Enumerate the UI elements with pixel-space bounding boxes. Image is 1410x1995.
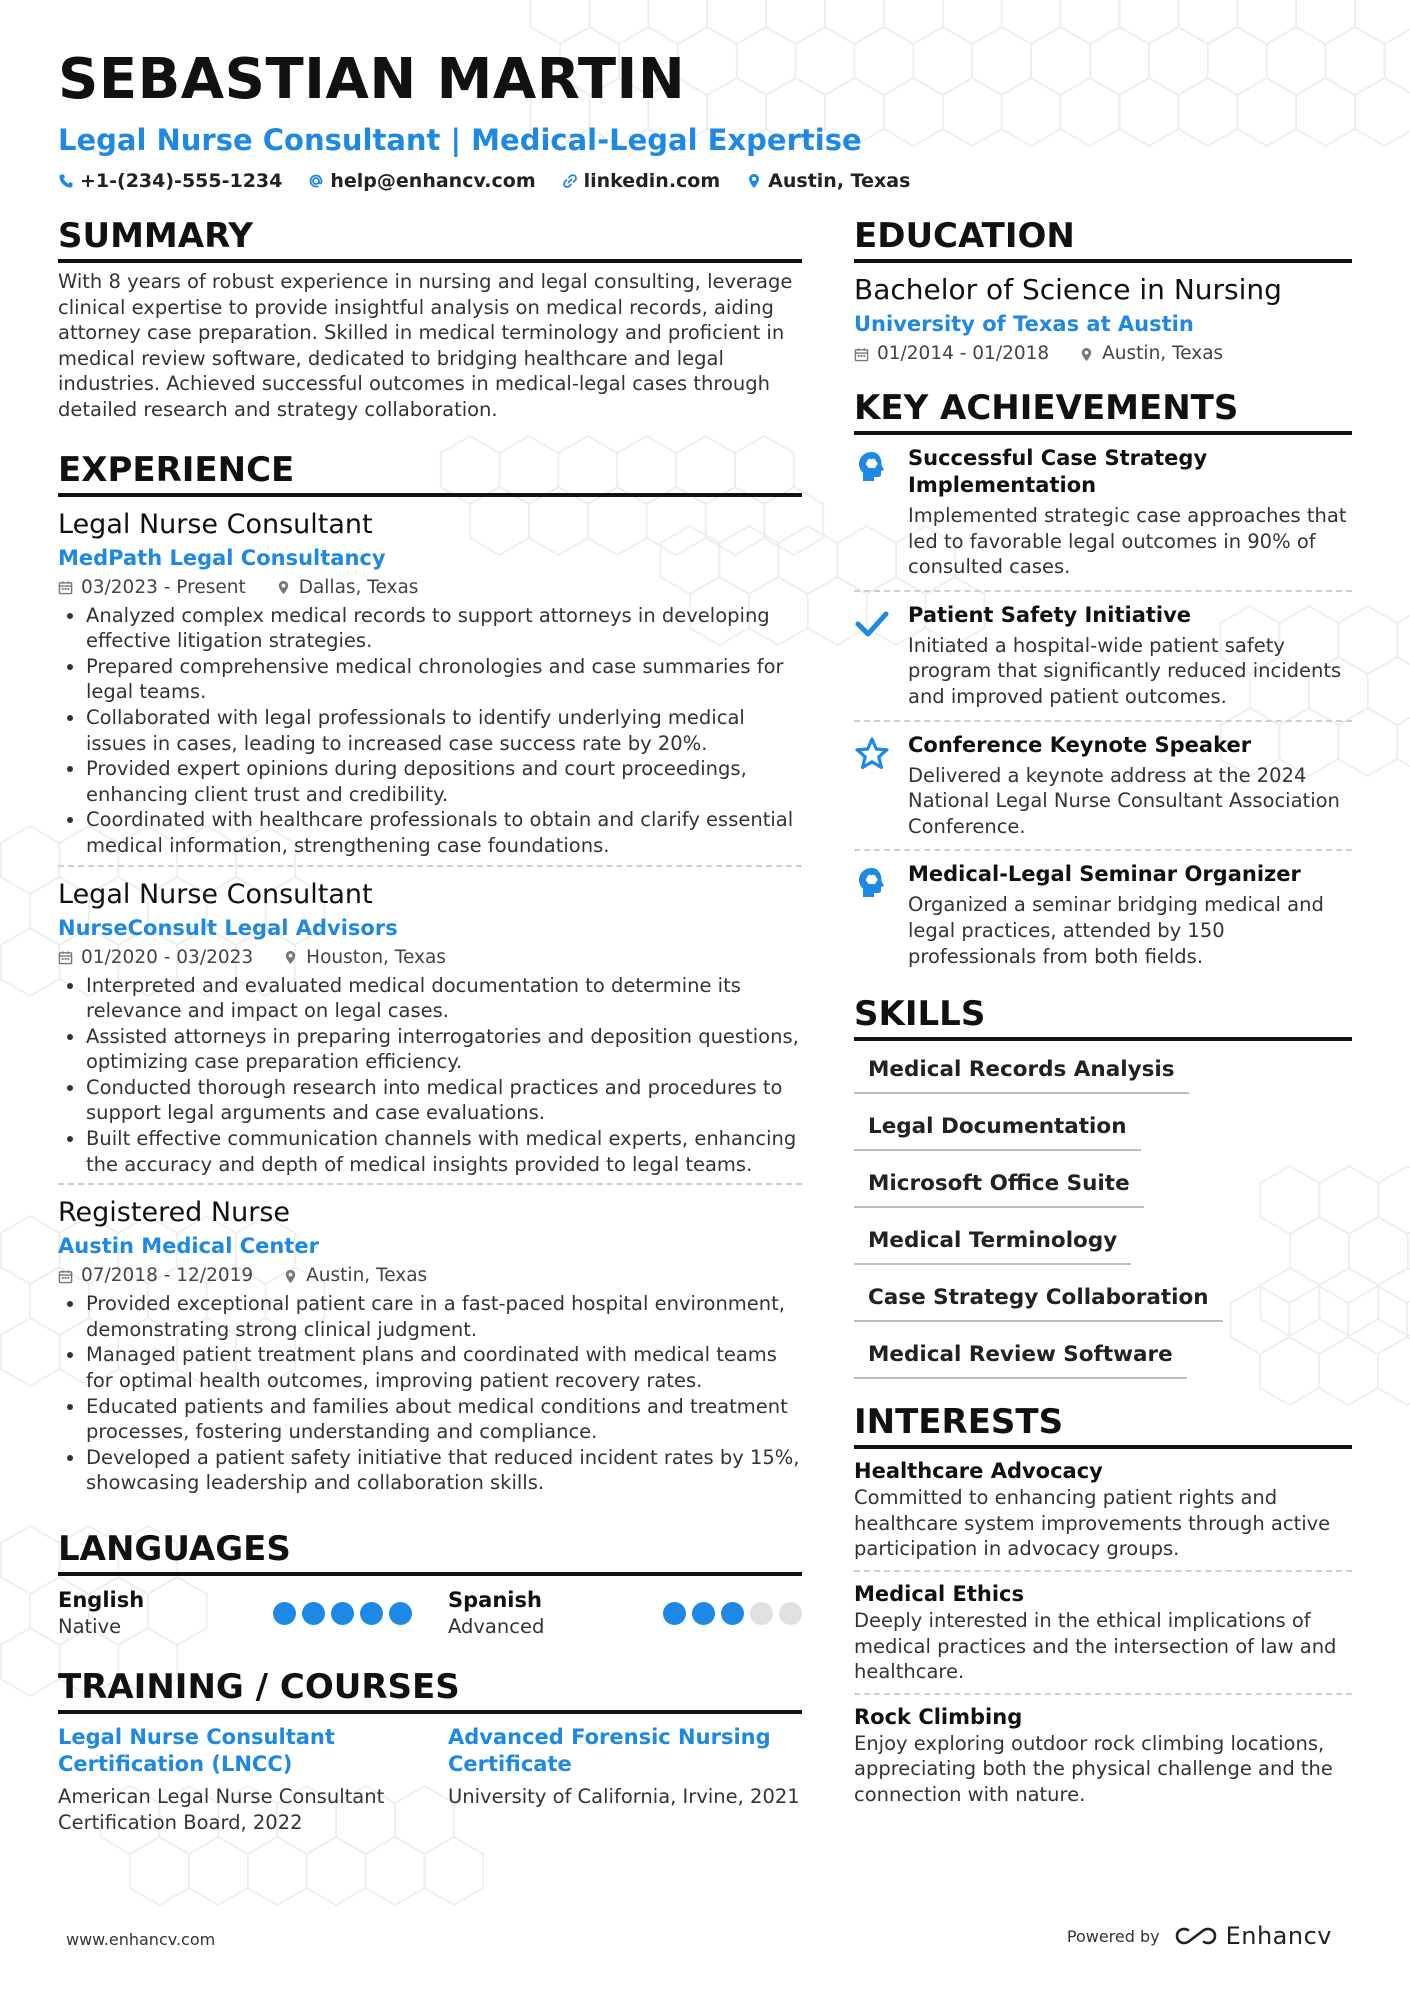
job-bullets	[58, 603, 802, 859]
contact-linkedin[interactable]	[562, 170, 721, 192]
job-location: Houston, Texas	[306, 946, 446, 968]
company-name[interactable]: Austin Medical Center	[58, 1234, 319, 1259]
interests-section	[854, 1401, 1352, 1815]
company-name[interactable]: NurseConsult Legal Advisors	[58, 915, 398, 940]
right-column	[854, 215, 1352, 1815]
experience-heading: EXPERIENCE	[58, 449, 802, 497]
course-item	[58, 1724, 412, 1835]
education-meta	[854, 339, 1352, 369]
job-bullet: • Built effective communication channels with medical experts, enhancing the accuracy and depth of medical insights provided to legal teams.	[86, 1126, 802, 1177]
rating-dot-filled	[721, 1602, 744, 1625]
location-icon	[746, 173, 762, 189]
language-rating	[273, 1602, 412, 1625]
skills-heading: SKILLS	[854, 993, 1352, 1041]
course-title[interactable]: Advanced Forensic Nursing Certificate	[448, 1725, 771, 1776]
skills-section	[854, 993, 1352, 1379]
job-dates: 07/2018 - 12/2019	[81, 1265, 254, 1287]
location-icon	[283, 1269, 298, 1284]
job-bullet: • Coordinated with healthcare professionals to obtain and clarify essential medical information, strengthening case foundations.	[86, 807, 802, 858]
calendar-icon	[58, 1269, 73, 1284]
job-bullet: • Conducted thorough research into medical practices and procedures to support legal arguments and case evaluations.	[86, 1075, 802, 1126]
job-title: Legal Nurse Consultant	[58, 508, 373, 540]
phone-icon	[58, 173, 74, 189]
education-location: Austin, Texas	[1102, 343, 1224, 364]
at-icon	[308, 173, 324, 189]
education-degree: Bachelor of Science in Nursing	[854, 273, 1282, 306]
job-title: Legal Nurse Consultant	[58, 878, 373, 910]
interest-desc: Committed to enhancing patient rights and healthcare system improvements through active participation in advocacy groups.	[854, 1486, 1331, 1561]
job-bullet: • Provided exceptional patient care in a fast-paced hospital environment, demonstrating strong clinical judgment.	[86, 1291, 802, 1342]
course-item	[448, 1724, 802, 1835]
check-icon	[854, 606, 890, 642]
achievement-desc: Implemented strategic case approaches that led to favorable legal outcomes in 90% of consulted cases.	[908, 504, 1347, 579]
contact-linkedin-text: linkedin.com	[583, 170, 721, 192]
skill-tag: Legal Documentation	[854, 1106, 1141, 1151]
contact-email[interactable]	[308, 170, 535, 192]
rating-dot-filled	[692, 1602, 715, 1625]
experience-entry	[58, 507, 802, 867]
summary-text: With 8 years of robust experience in nursing and legal consulting, leverage clinical expertise to provide insightful analysis on medical records, aiding attorney case preparation. Skilled in medical terminology and proficient in medical review software, dedicated to bridging healthcare and legal industries. Achieved successful outcomes in medical-legal cases through detailed research and strategy collaboration.	[58, 270, 793, 421]
training-heading: TRAINING / COURSES	[58, 1666, 802, 1714]
star-icon	[854, 736, 890, 772]
job-bullets	[58, 973, 802, 1178]
skill-tag: Medical Terminology	[854, 1220, 1131, 1265]
calendar-icon	[58, 950, 73, 965]
achievement-title: Patient Safety Initiative	[908, 602, 1192, 627]
resume-header	[58, 44, 1058, 192]
achievement-title: Medical-Legal Seminar Organizer	[908, 862, 1301, 887]
summary-section	[58, 215, 802, 423]
job-bullet: • Educated patients and families about medical conditions and treatment processes, fostering understanding and compliance.	[86, 1394, 802, 1445]
courses-list	[58, 1724, 802, 1835]
contact-phone-text: +1-(234)-555-1234	[80, 170, 283, 192]
contact-location-text: Austin, Texas	[768, 170, 911, 192]
interest-desc: Deeply interested in the ethical implications of medical practices and the intersection of law and healthcare.	[854, 1608, 1337, 1684]
company-name[interactable]: MedPath Legal Consultancy	[58, 545, 386, 570]
job-bullet: • Prepared comprehensive medical chronologies and case summaries for legal teams.	[86, 654, 802, 705]
job-bullet: • Collaborated with legal professionals to identify underlying medical issues in cases, leading to increased case success rate by 20%.	[86, 705, 802, 756]
enhancv-logo	[1174, 1922, 1332, 1950]
language-name: Spanish	[448, 1588, 542, 1612]
job-bullets	[58, 1291, 802, 1496]
footer-branding[interactable]	[1067, 1922, 1332, 1950]
language-item	[58, 1586, 412, 1640]
summary-heading: SUMMARY	[58, 215, 802, 263]
interest-title: Medical Ethics	[854, 1581, 1024, 1606]
language-item	[448, 1586, 802, 1640]
rating-dot-filled	[302, 1602, 325, 1625]
job-location: Austin, Texas	[306, 1265, 428, 1287]
candidate-name: SEBASTIAN MARTIN	[58, 47, 686, 112]
contact-phone[interactable]	[58, 170, 282, 192]
job-bullet: • Managed patient treatment plans and coordinated with medical teams for optimal health outcomes, improving patient recovery rates.	[86, 1342, 802, 1393]
footer-website[interactable]: www.enhancv.com	[66, 1930, 216, 1949]
achievement-item	[854, 435, 1352, 592]
experience-section	[58, 449, 802, 1502]
course-desc: University of California, Irvine, 2021	[448, 1785, 800, 1808]
achievements-section	[854, 387, 1352, 979]
location-icon	[1079, 347, 1094, 362]
candidate-headline: Legal Nurse Consultant | Medical-Legal Expertise	[58, 123, 862, 157]
rating-dot-filled	[389, 1602, 412, 1625]
achievement-item	[854, 722, 1352, 852]
skills-list	[854, 1049, 1352, 1379]
languages-heading: LANGUAGES	[58, 1528, 802, 1576]
education-section	[854, 215, 1352, 369]
contact-email-text: help@enhancv.com	[330, 170, 536, 192]
location-icon	[283, 950, 298, 965]
achievement-title: Conference Keynote Speaker	[908, 732, 1252, 757]
brain-head-icon	[854, 449, 890, 485]
location-icon	[276, 580, 291, 595]
language-level: Native	[58, 1615, 122, 1638]
contact-location	[746, 170, 910, 192]
left-column	[58, 215, 802, 1835]
course-desc: American Legal Nurse Consultant Certification Board, 2022	[58, 1785, 385, 1834]
link-icon	[562, 173, 578, 189]
skill-tag: Microsoft Office Suite	[854, 1163, 1144, 1208]
language-level: Advanced	[448, 1615, 545, 1638]
job-dates: 03/2023 - Present	[81, 576, 246, 598]
achievement-title: Successful Case Strategy Implementation	[908, 446, 1208, 497]
contact-bar	[58, 170, 1058, 192]
job-bullet: • Interpreted and evaluated medical documentation to determine its relevance and impact on legal cases.	[86, 973, 802, 1024]
rating-dot-empty	[779, 1602, 802, 1625]
achievement-desc: Delivered a keynote address at the 2024 National Legal Nurse Consultant Association Conference.	[908, 763, 1340, 838]
job-title: Registered Nurse	[58, 1197, 290, 1229]
training-section	[58, 1666, 802, 1835]
interest-item	[854, 1703, 1352, 1816]
brand-name: Enhancv	[1225, 1922, 1332, 1950]
languages-section	[58, 1528, 802, 1640]
job-bullet: • Developed a patient safety initiative that reduced incident rates by 15%, showcasing leadership and collaboration skills.	[86, 1445, 802, 1496]
job-meta	[58, 943, 802, 973]
job-bullet: • Provided expert opinions during depositions and court proceedings, enhancing client trust and credibility.	[86, 756, 802, 807]
language-name: English	[58, 1588, 145, 1612]
achievement-desc: Initiated a hospital-wide patient safety program that significantly reduced incidents and improved patient outcomes.	[908, 633, 1342, 708]
languages-list	[58, 1586, 802, 1640]
interest-title: Rock Climbing	[854, 1704, 1023, 1729]
enhancv-logo-icon	[1174, 1924, 1218, 1948]
interest-item	[854, 1580, 1352, 1695]
job-dates: 01/2020 - 03/2023	[81, 946, 254, 968]
job-meta	[58, 573, 802, 603]
rating-dot-empty	[750, 1602, 773, 1625]
brain-head-icon	[854, 865, 890, 901]
calendar-icon	[58, 580, 73, 595]
experience-entry	[58, 877, 802, 1186]
course-title[interactable]: Legal Nurse Consultant Certification (LNCC)	[58, 1725, 335, 1776]
education-heading: EDUCATION	[854, 215, 1352, 263]
rating-dot-filled	[331, 1602, 354, 1625]
calendar-icon	[854, 347, 869, 362]
job-bullet: • Assisted attorneys in preparing interrogatories and deposition questions, optimizing case preparation efficiency.	[86, 1024, 802, 1075]
achievement-desc: Organized a seminar bridging medical and legal practices, attended by 150 professionals from both fields.	[908, 893, 1324, 968]
interest-desc: Enjoy exploring outdoor rock climbing locations, appreciating both the physical challenge and the connection with nature.	[854, 1731, 1333, 1806]
job-location: Dallas, Texas	[298, 576, 419, 598]
skill-tag: Case Strategy Collaboration	[854, 1277, 1223, 1322]
interest-item	[854, 1457, 1352, 1572]
job-bullet: • Analyzed complex medical records to support attorneys in developing effective litigation strategies.	[86, 603, 802, 654]
language-rating	[663, 1602, 802, 1625]
job-meta	[58, 1261, 802, 1291]
education-school[interactable]: University of Texas at Austin	[854, 312, 1194, 336]
rating-dot-filled	[360, 1602, 383, 1625]
skill-tag: Medical Records Analysis	[854, 1049, 1189, 1094]
achievements-heading: KEY ACHIEVEMENTS	[854, 387, 1352, 435]
achievement-item	[854, 851, 1352, 979]
achievement-item	[854, 592, 1352, 722]
interest-title: Healthcare Advocacy	[854, 1459, 1103, 1484]
experience-entry	[58, 1195, 802, 1502]
rating-dot-filled	[663, 1602, 686, 1625]
skill-tag: Medical Review Software	[854, 1334, 1187, 1379]
education-dates: 01/2014 - 01/2018	[877, 343, 1050, 364]
interests-heading: INTERESTS	[854, 1401, 1352, 1449]
powered-by-label: Powered by	[1066, 1926, 1160, 1946]
rating-dot-filled	[273, 1602, 296, 1625]
